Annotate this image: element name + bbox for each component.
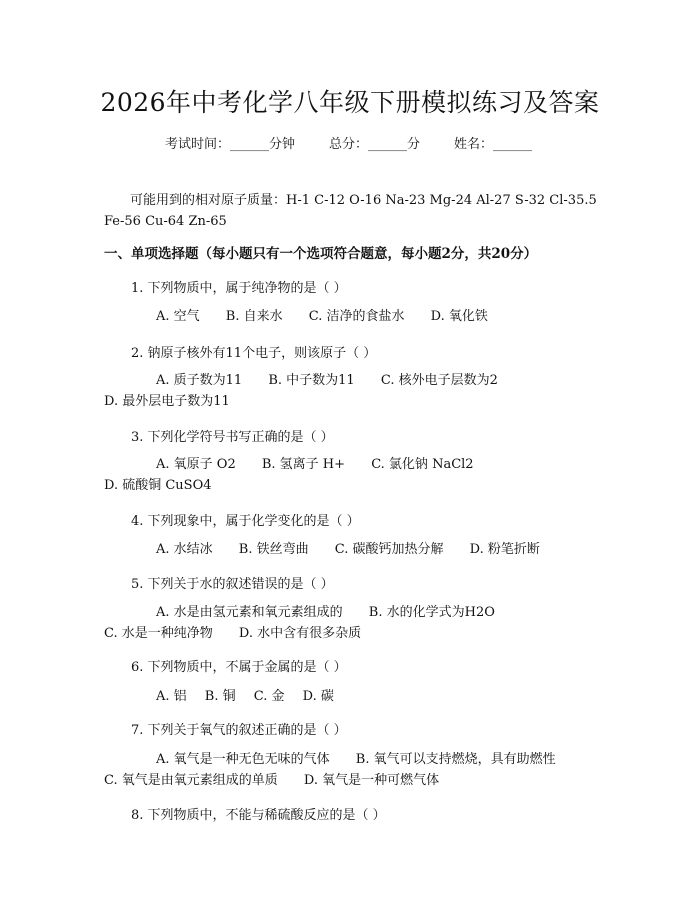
question-3-stem: 3. 下列化学符号书写正确的是（ ）	[131, 430, 334, 445]
question-6-option-d: D. 碳	[302, 689, 334, 704]
question-8-stem: 8. 下列物质中，不能与稀硫酸反应的是（ ）	[131, 808, 386, 823]
question-3-option-b: B. 氢离子 H+	[261, 457, 346, 472]
section-title-single-choice: 一、单项选择题（每小题只有一个选项符合题意，每小题2分，共20分）	[104, 246, 538, 262]
question-2-stem: 2. 钠原子核外有11个电子，则该原子（ ）	[131, 346, 377, 361]
question-1-options	[104, 306, 599, 327]
question-1-option-a: A. 空气	[156, 309, 200, 324]
question-7-option-c: C. 氧气是由氧元素组成的单质	[104, 773, 278, 788]
question-6-option-b: B. 铜	[204, 689, 236, 704]
question-4-option-b: B. 铁丝弯曲	[238, 542, 309, 557]
question-1-option-d: D. 氧化铁	[430, 309, 488, 324]
question-2-option-b: B. 中子数为11	[268, 373, 355, 388]
question-7-option-b: B. 氧气可以支持燃烧，具有助燃性	[355, 752, 556, 767]
question-7-stem: 7. 下列关于氧气的叙述正确的是（ ）	[131, 723, 347, 738]
question-7-option-a: A. 氧气是一种无色无味的气体	[156, 752, 330, 767]
question-5-option-c: C. 水是一种纯净物	[104, 626, 213, 641]
question-2-option-a: A. 质子数为11	[156, 373, 243, 388]
total-score-field: 总分：______分	[329, 137, 421, 152]
atomic-mass-note: 可能用到的相对原子质量：H-1 C-12 O-16 Na-23 Mg-24 Al-27 S-32 Cl-35.5 Fe-56 Cu-64 Zn-65	[104, 193, 597, 229]
question-6-option-c: C. 金	[253, 689, 285, 704]
question-6-stem: 6. 下列物质中，不属于金属的是（ ）	[131, 660, 347, 675]
question-5-option-d: D. 水中含有很多杂质	[238, 626, 362, 641]
question-5-option-b: B. 水的化学式为H2O	[368, 605, 495, 620]
question-5-options	[104, 602, 599, 644]
question-7-options	[104, 749, 599, 791]
question-3-options	[104, 454, 599, 496]
question-2-option-d: D. 最外层电子数为11	[104, 394, 230, 409]
question-2-options	[104, 370, 599, 412]
question-1-option-c: C. 洁净的食盐水	[308, 309, 405, 324]
question-4-option-a: A. 水结冰	[156, 542, 213, 557]
question-4-option-d: D. 粉笔折断	[469, 542, 540, 557]
question-6-option-a: A. 铝	[156, 689, 187, 704]
question-1-stem: 1. 下列物质中，属于纯净物的是（ ）	[131, 281, 347, 296]
question-6-options	[104, 686, 599, 707]
exam-time-field: 考试时间：______分钟	[165, 137, 296, 152]
question-2-option-c: C. 核外电子层数为2	[380, 373, 498, 388]
question-3-option-d: D. 硫酸铜 CuSO4	[104, 478, 212, 493]
question-3-option-c: C. 氯化钠 NaCl2	[371, 457, 474, 472]
question-1-option-b: B. 自来水	[225, 309, 283, 324]
question-3-option-a: A. 氧原子 O2	[156, 457, 236, 472]
student-name-field: 姓名：______	[454, 137, 533, 152]
question-7-option-d: D. 氧气是一种可燃气体	[303, 773, 440, 788]
question-5-option-a: A. 水是由氢元素和氧元素组成的	[156, 605, 343, 620]
question-4-option-c: C. 碳酸钙加热分解	[334, 542, 444, 557]
question-4-options	[104, 539, 599, 560]
page-title: 2026年中考化学八年级下册模拟练习及答案	[100, 88, 600, 117]
question-5-stem: 5. 下列关于水的叙述错误的是（ ）	[131, 577, 334, 592]
question-4-stem: 4. 下列现象中，属于化学变化的是（ ）	[131, 514, 360, 529]
